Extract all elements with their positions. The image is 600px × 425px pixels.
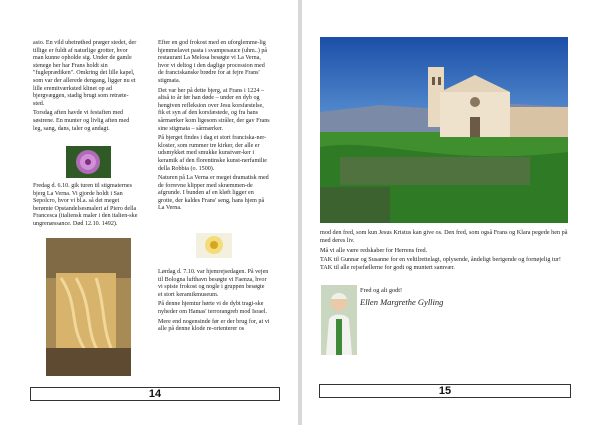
page-number-right: 15 — [319, 384, 571, 398]
left-column-a — [33, 40, 139, 135]
paragraph: På bjerget findes i dag et stort franciska-ner-kloster, som rummer tre kirker, der alle er udsmykket med smukke kunstvær-ker i keramik af den florentinske kunst-nerfamilie della Robbia (o. 1500). — [158, 135, 267, 172]
paragraph: mod den fred, som kun Jesus Kristus kan give os. Den fred, som også Frans og Klara pegede hen på med deres liv. — [320, 229, 568, 244]
basilica-photo — [320, 37, 568, 223]
left-column-a-lower — [33, 183, 139, 231]
paragraph: Det var her på dette bjerg, at Frans i 1224 – altså to år før han døde – under en dyb og hengiven refleksion over Jesu korsfæstelse, fik et syn af den korsfæstede, og fra hans sårmærker kom ligesom stråler, der gav Frans sine stigmata – sårmærker. — [158, 87, 270, 132]
greeting: Fred og alt godt! — [360, 287, 403, 294]
pasta-photo — [46, 238, 131, 376]
signature: Ellen Margrethe Gylling — [360, 297, 444, 307]
yellow-flower-photo — [196, 233, 232, 258]
paragraph: TAK til Gunnar og Susanne for en veltilrettelagt, oplysende, åndeligt berigende og fornøjelig tur! TAK til alle rejsefællerne for godt og muntert samvær. — [320, 256, 561, 272]
left-page — [0, 0, 298, 425]
paragraph: På denne hjemtur hørte vi de dybt tragi-ske nyheder om Hamas' terrorangreb mod Israel. — [158, 301, 268, 315]
author-portrait-photo — [321, 285, 357, 355]
paragraph: Fredag d. 6.10. gik turen til stigmaternes bjerg La Verna. Vi gjorde holdt i San Sepolcro, hvor vi bl.a. så det meget berømte Opstandelsesmaleri af Piero della Francesca (italiensk maler i den italien-ske ungrenæssance. Død 12.10. 1492). — [33, 183, 138, 227]
paragraph: Lørdag d. 7.10. var hjemrejsedagen. På vejen til Bologna lufthavn besøgte vi Faenza, hvor vi spiste frokost og nogle i gruppen besøgte et stort keramikmuseum. — [158, 269, 269, 298]
page-number-left: 14 — [30, 387, 280, 401]
paragraph: Mere end nogensinde før er der brug for, at vi alle på denne klode re-orienterer os — [158, 318, 270, 333]
paragraph: asio. En vild ubetrøthed præger stedet, der tillige er fuldt af naturlige grotter, hvor man kunne opholde sig. Under de gamle stenege her har Frans holdt sin "fugleprædiken". Omkring det lille kapel, som var der allerede dengang, ligger nu et lille eremitværksted klinet op ad bjergvæggen, stadig brugt som retræte-sted. — [33, 40, 137, 107]
left-column-b-lower — [158, 269, 270, 336]
left-column-b — [158, 40, 270, 215]
paragraph: Naturen på La Verna er meget dramatisk med de forrevne klipper med skræmmen-de afgrunde. I bunden af en kløft ligger en grotte, der kaldes Frans' seng, hans hjem på La Verna. — [158, 175, 269, 212]
paragraph: Torsdag aften havde vi festaften med søstrene. En munter og livlig aften med leg, sang, dans, taler og andagt. — [33, 110, 130, 132]
purple-flower-photo — [66, 146, 111, 178]
paragraph: Må vi alle være redskaber for Herrens fred. — [320, 246, 428, 254]
right-page-text — [320, 229, 568, 274]
paragraph: Efter en god frokost med en uforglemme-lig hjemmelavet pasta i svampesauce (uhm..) på restaurant La Melosa besøgte vi La Verna, hvor vi deltog i den daglige procession med de franciskanske brødre for at fejre Frans' stigmata. — [158, 40, 268, 84]
